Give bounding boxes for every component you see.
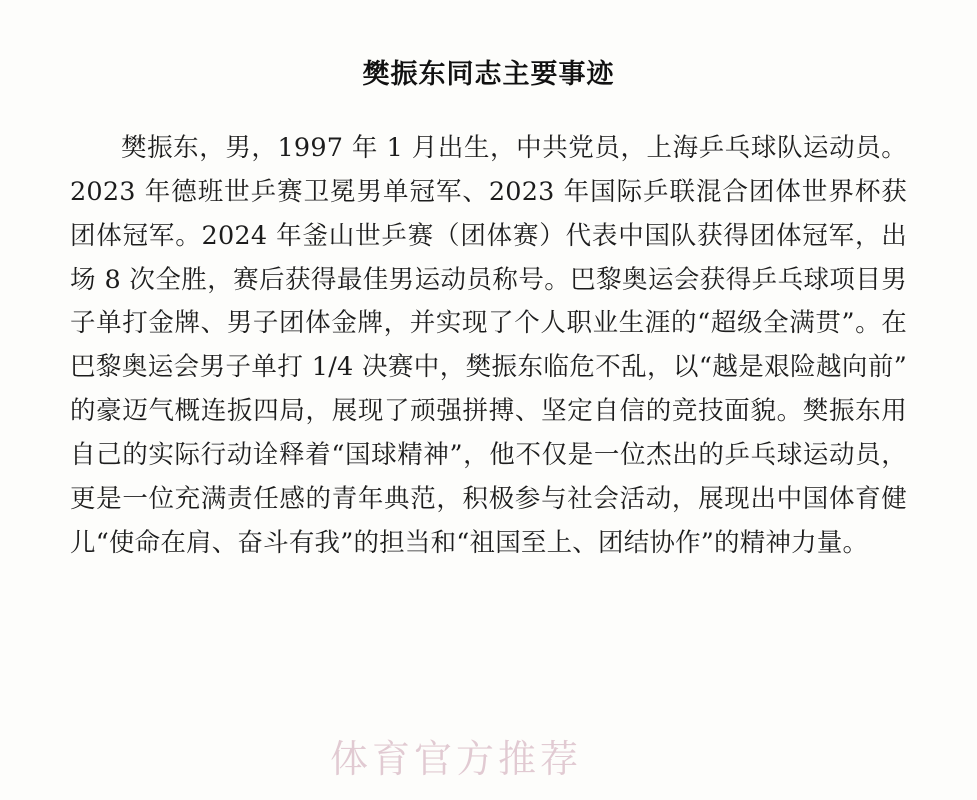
watermark-text: 体育官方推荐 <box>330 737 583 781</box>
body-paragraph: 樊振东，男，1997 年 1 月出生，中共党员，上海乒乓球队运动员。2023 年德班世乒赛卫冕男单冠军、2023 年国际乒联混合团体世界杯获团体冠军。2024 年釜山世乒赛（团体赛）代表中国队获得团体冠军，出场 8 次全胜，赛后获得最佳男运动员称号。巴黎奥运会获得乒乓球项目男子单打金牌、男子团体金牌，并实现了个人职业生涯的“超级全满贯”。在巴黎奥运会男子单打 1/4 决赛中，樊振东临危不乱，以“越是艰险越向前”的豪迈气概连扳四局，展现了顽强拼搏、坚定自信的竞技面貌。樊振东用自己的实际行动诠释着“国球精神”，他不仅是一位杰出的乒乓球运动员，更是一位充满责任感的青年典范，积极参与社会活动，展现出中国体育健儿“使命在肩、奋斗有我”的担当和“祖国至上、团结协作”的精神力量。 <box>70 133 907 558</box>
page-title: 樊振东同志主要事迹 <box>362 59 615 90</box>
document-body <box>70 127 907 566</box>
